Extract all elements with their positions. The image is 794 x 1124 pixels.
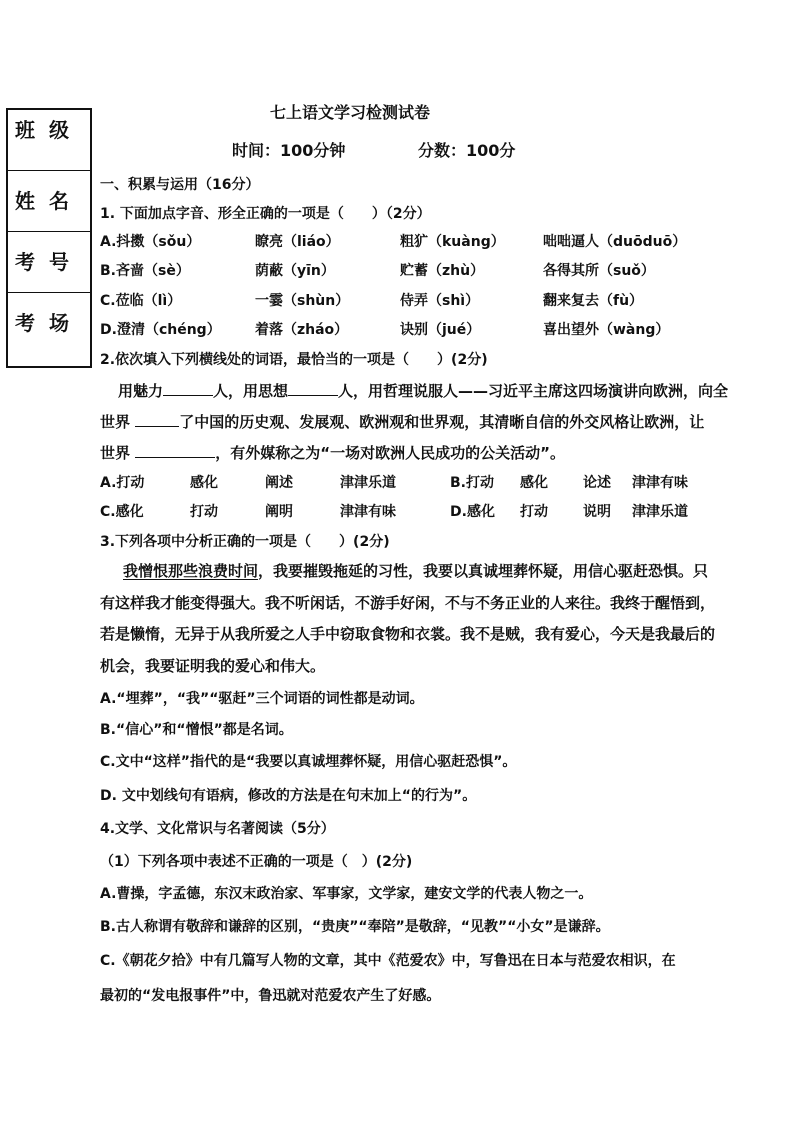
q1-d1: D.澄清（chéng） bbox=[100, 322, 221, 338]
q1-b3: 贮蓄（zhù） bbox=[400, 263, 485, 279]
name-label: 姓名 bbox=[15, 189, 83, 213]
q1-a3: 粗犷（kuàng） bbox=[400, 234, 505, 250]
q2-opt-d2: 打动 bbox=[520, 504, 548, 520]
q4-sub1: （1）下列各项中表述不正确的一项是（ ）(2分) bbox=[100, 854, 413, 870]
q1-a2: 瞭亮（liáo） bbox=[255, 234, 340, 250]
q1-d3: 诀别（jué） bbox=[400, 322, 481, 338]
q2-opt-a3: 阐述 bbox=[265, 475, 293, 491]
time-label: 时间：100分钟 bbox=[232, 141, 346, 160]
q4-option-c-line2: 最初的“发电报事件”中，鲁迅就对范爱农产生了好感。 bbox=[100, 988, 441, 1004]
q2-opt-d4: 津津乐道 bbox=[632, 504, 688, 520]
q4-option-c-line1: C.《朝花夕拾》中有几篇写人物的文章，其中《范爱农》中，写鲁迅在日本与范爱农相识，在 bbox=[100, 953, 676, 969]
q2-line3-b: ，有外媒称之为“一场对欧洲人民成功的公关活动”。 bbox=[215, 444, 565, 462]
q1-c1: C.莅临（lì） bbox=[100, 293, 182, 309]
q3-underlined-sentence: 我憎恨那些浪费时间 bbox=[123, 562, 259, 580]
q3-para-line1-rest: ，我要摧毁拖延的习性，我要以真诚埋葬怀疑，用信心驱赶恐惧。只 bbox=[258, 562, 709, 580]
q2-line3 bbox=[100, 442, 565, 463]
q2-line2-a: 世界 bbox=[100, 413, 131, 431]
exam-room-cell bbox=[8, 293, 90, 353]
q1-stem: 1. 下面加点字音、形全正确的一项是（ ）（2分） bbox=[100, 206, 431, 222]
q2-line1 bbox=[118, 380, 728, 401]
q1-b1: B.吝啬（sè） bbox=[100, 263, 190, 279]
q1-c4: 翻来复去（fù） bbox=[543, 293, 644, 309]
blank-4[interactable] bbox=[135, 445, 215, 458]
q2-opt-c1: C.感化 bbox=[100, 504, 144, 520]
exam-number-label: 考号 bbox=[15, 250, 83, 274]
score-label: 分数：100分 bbox=[418, 141, 516, 160]
class-label: 班级 bbox=[15, 118, 83, 142]
exam-number-cell bbox=[8, 232, 90, 293]
q3-para-line2: 有这样我才能变得强大。我不听闲话，不游手好闲，不与不务正业的人来往。我终于醒悟到， bbox=[100, 594, 716, 612]
q2-line1-a: 用魅力 bbox=[118, 382, 164, 400]
q2-opt-d3: 说明 bbox=[583, 504, 611, 520]
q2-opt-b2: 感化 bbox=[520, 475, 548, 491]
q1-c2: 一霎（shùn） bbox=[255, 293, 350, 309]
q2-opt-d1: D.感化 bbox=[450, 504, 495, 520]
q3-option-c: C.文中“这样”指代的是“我要以真诚埋葬怀疑，用信心驱赶恐惧”。 bbox=[100, 754, 517, 770]
blank-1[interactable] bbox=[163, 383, 213, 396]
q2-opt-c4: 津津有味 bbox=[340, 504, 396, 520]
q2-opt-a1: A.打动 bbox=[100, 475, 145, 491]
q4-option-a: A.曹操，字孟德，东汉末政治家、军事家，文学家，建安文学的代表人物之一。 bbox=[100, 886, 593, 902]
q2-opt-b3: 论述 bbox=[583, 475, 611, 491]
q1-b4: 各得其所（suǒ） bbox=[543, 263, 655, 279]
q3-option-d: D. 文中划线句有语病，修改的方法是在句末加上“的行为”。 bbox=[100, 788, 477, 804]
section-heading: 一、积累与运用（16分） bbox=[100, 177, 260, 193]
q3-para-line3: 若是懒惰，无异于从我所爱之人手中窃取食物和衣裳。我不是贼，我有爱心，今天是我最后的 bbox=[100, 625, 716, 643]
q2-line1-c: 人，用哲理说服人——习近平主席这四场演讲向欧洲，向全 bbox=[338, 382, 729, 400]
q2-line2-b: 了中国的历史观、发展观、欧洲观和世界观，其清晰自信的外交风格让欧洲，让 bbox=[179, 413, 705, 431]
q2-line3-a: 世界 bbox=[100, 444, 131, 462]
q1-d2: 着落（zháo） bbox=[255, 322, 349, 338]
q4-stem: 4.文学、文化常识与名著阅读（5分） bbox=[100, 821, 335, 837]
student-info-table bbox=[6, 108, 92, 368]
q1-d4: 喜出望外（wàng） bbox=[543, 322, 670, 338]
q2-opt-c3: 阐明 bbox=[265, 504, 293, 520]
q2-opt-a4: 津津乐道 bbox=[340, 475, 396, 491]
q2-opt-a2: 感化 bbox=[190, 475, 218, 491]
q2-line1-b: 人，用思想 bbox=[213, 382, 289, 400]
name-cell bbox=[8, 171, 90, 232]
blank-3[interactable] bbox=[135, 414, 179, 427]
q4-option-b: B.古人称谓有敬辞和谦辞的区别，“贵庚”“奉陪”是敬辞，“见教”“小女”是谦辞。 bbox=[100, 919, 610, 935]
q2-opt-b1: B.打动 bbox=[450, 475, 494, 491]
blank-2[interactable] bbox=[288, 383, 338, 396]
q3-para-line4: 机会，我要证明我的爱心和伟大。 bbox=[100, 657, 326, 675]
q1-a4: 咄咄逼人（duōduō） bbox=[543, 234, 687, 250]
q3-stem: 3.下列各项中分析正确的一项是（ ）(2分) bbox=[100, 534, 390, 550]
q1-a1: A.抖擞（sǒu） bbox=[100, 234, 201, 250]
q2-opt-c2: 打动 bbox=[190, 504, 218, 520]
q3-option-b: B.“信心”和“憎恨”都是名词。 bbox=[100, 722, 293, 738]
q3-option-a: A.“埋葬”，“我”“驱赶”三个词语的词性都是动词。 bbox=[100, 691, 424, 707]
page-title: 七上语文学习检测试卷 bbox=[270, 103, 431, 122]
q1-b2: 荫蔽（yīn） bbox=[255, 263, 335, 279]
q2-stem: 2.依次填入下列横线处的词语，最恰当的一项是（ ）(2分) bbox=[100, 352, 488, 368]
q2-opt-b4: 津津有味 bbox=[632, 475, 688, 491]
class-cell bbox=[8, 110, 90, 171]
q2-line2 bbox=[100, 411, 704, 432]
q1-c3: 侍弄（shì） bbox=[400, 293, 480, 309]
exam-room-label: 考场 bbox=[15, 311, 83, 335]
q3-para-line1 bbox=[123, 560, 708, 581]
